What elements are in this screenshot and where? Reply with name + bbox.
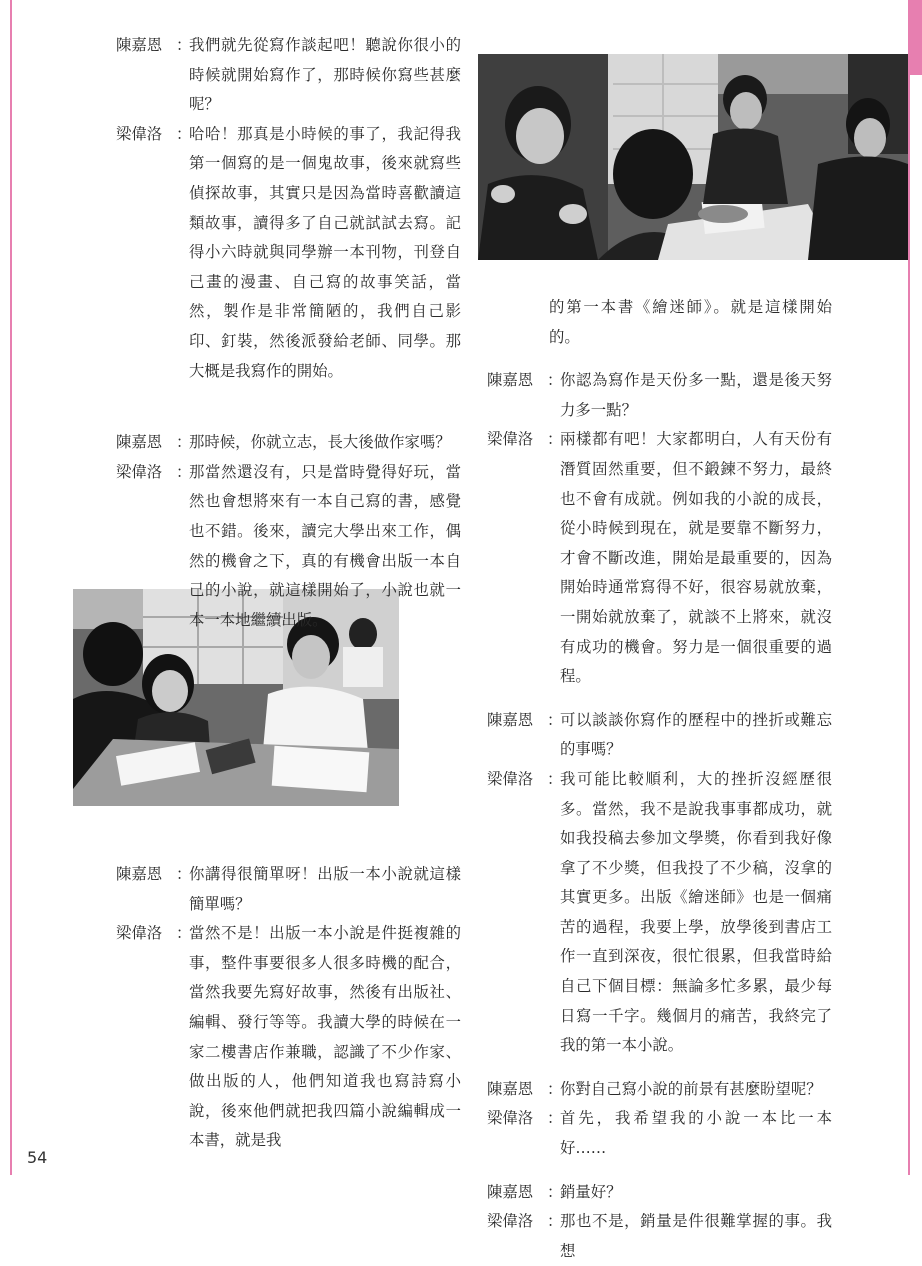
dialogue-text: 我可能比較順利，大的挫折沒經歷很多。當然，我不是說我事事都成功，就如我投稿去參加文學獎，你看到我好像拿了不少獎，但我投了不少稿，沒拿的其實更多。出版《繪迷師》也是一個痛苦的過程，我要上學，放學後到書店工作一直到深夜，很忙很累，但我當時給自己下個目標：無論多忙多累，最少每日寫一千字。幾個月的痛苦，我終完了我的第一本小說。 [560,769,832,1055]
dialogue-entry [116,120,461,386]
speaker-name: 陳嘉恩 [487,371,534,390]
speaker-name: 陳嘉恩 [487,1182,534,1201]
dialogue-entry [487,1075,832,1105]
speaker-colon: ： [547,710,563,729]
left-text-column-lower [116,860,461,1156]
pink-border-left [10,0,12,1175]
right-text-column [487,293,832,1266]
speaker-colon: ： [547,1109,563,1128]
dialogue-entry [116,31,461,120]
dialogue-entry [487,425,832,691]
speaker-name: 陳嘉恩 [487,1079,534,1098]
speaker-name: 陳嘉恩 [487,710,534,729]
dialogue-text: 當然不是！出版一本小說是件挺複雜的事，整件事要很多人很多時機的配合，當然我要先寫好故事，然後有出版社、編輯、發行等等。我讀大學的時候在一家二樓書店作兼職，認識了不少作家、做出版的人，他們知道我也寫詩寫小說，後來他們就把我四篇小說編輯成一本書，就是我 [189,924,461,1150]
dialogue-entry [487,706,832,765]
dialogue-text: 銷量好？ [560,1182,622,1201]
speaker-name: 梁偉洛 [487,430,534,449]
dialogue-entry [487,765,832,1061]
speaker-colon: ： [547,1079,563,1098]
dialogue-entry [487,366,832,425]
speaker-colon: ： [547,371,563,390]
dialogue-text: 我們就先從寫作談起吧！聽說你很小的時候就開始寫作了，那時候你寫些甚麼呢？ [189,36,461,114]
dialogue-text: 那也不是，銷量是件很難掌握的事。我想 [560,1212,832,1260]
dialogue-text: 你講得很簡單呀！出版一本小說就這樣簡單嗎？ [189,865,461,913]
speaker-colon: ： [547,1212,563,1231]
speaker-colon: ： [176,36,192,54]
dialogue-entry [116,428,461,458]
interview-photo-top [478,54,908,260]
dialogue-entry [487,1104,832,1163]
dialogue-text: 那當然還沒有，只是當時覺得好玩，當然也會想將來有一本自己寫的書，感覺也不錯。後來，讀完大學出來工作，偶然的機會之下，真的有機會出版一本自己的小說，就這樣開始了，小說也就一本一本地繼續出版。 [189,462,461,629]
speaker-name: 陳嘉恩 [116,36,163,54]
speaker-colon: ： [176,124,192,143]
pink-corner-tab [910,0,922,75]
speaker-colon: ： [547,769,563,788]
dialogue-text: 兩樣都有吧！大家都明白，人有天份有潛質固然重要，但不鍛鍊不努力，最終也不會有成就。例如我的小說的成長，從小時候到現在，就是要靠不斷努力，才會不斷改進，開始是最重要的，因為開始時通常寫得不好，很容易就放棄，一開始就放棄了，就談不上將來，就沒有成功的機會。努力是一個很重要的過程。 [560,430,832,686]
dialogue-text: 那時候，你就立志，長大後做作家嗎？ [189,433,451,452]
speaker-colon: ： [176,462,192,481]
speaker-colon: ： [547,1182,563,1201]
speaker-name: 梁偉洛 [116,924,163,943]
page-number: 54 [27,1148,48,1167]
speaker-colon: ： [547,430,563,449]
dialogue-entry [116,458,461,636]
dialogue-entry [487,1207,832,1266]
dialogue-text: 你對自己寫小說的前景有甚麼盼望呢？ [560,1079,822,1098]
dialogue-entry [116,860,461,919]
dialogue-text: 哈哈！那真是小時候的事了，我記得我第一個寫的是一個鬼故事，後來就寫些偵探故事，其實只是因為當時喜歡讀這類故事，讀得多了自己就試試去寫。記得小六時就與同學辦一本刊物，刊登自己畫的漫畫、自己寫的故事笑話，當然，製作是非常簡陋的，我們自己影印、釘裝，然後派發給老師、同學。那大概是我寫作的開始。 [189,124,461,380]
speaker-name: 梁偉洛 [116,124,163,143]
dialogue-entry [487,1178,832,1208]
dialogue-text: 你認為寫作是天份多一點，還是後天努力多一點？ [560,371,832,419]
dialogue-entry [116,919,461,1156]
speaker-colon: ： [176,865,192,883]
pink-border-right [908,0,910,1175]
dialogue-text: 可以談談你寫作的歷程中的挫折或難忘的事嗎？ [560,710,832,759]
speaker-name: 梁偉洛 [487,1212,534,1231]
continued-text: 的第一本書《繪迷師》。就是這樣開始的。 [549,298,832,346]
dialogue-text: 首先，我希望我的小說一本比一本好…… [560,1109,832,1158]
speaker-colon: ： [176,924,192,943]
speaker-name: 陳嘉恩 [116,433,163,452]
speaker-name: 梁偉洛 [487,769,534,788]
speaker-name: 梁偉洛 [487,1109,534,1128]
speaker-name: 陳嘉恩 [116,865,163,883]
left-text-column [116,31,461,635]
speaker-colon: ： [176,433,192,452]
speaker-name: 梁偉洛 [116,462,163,481]
